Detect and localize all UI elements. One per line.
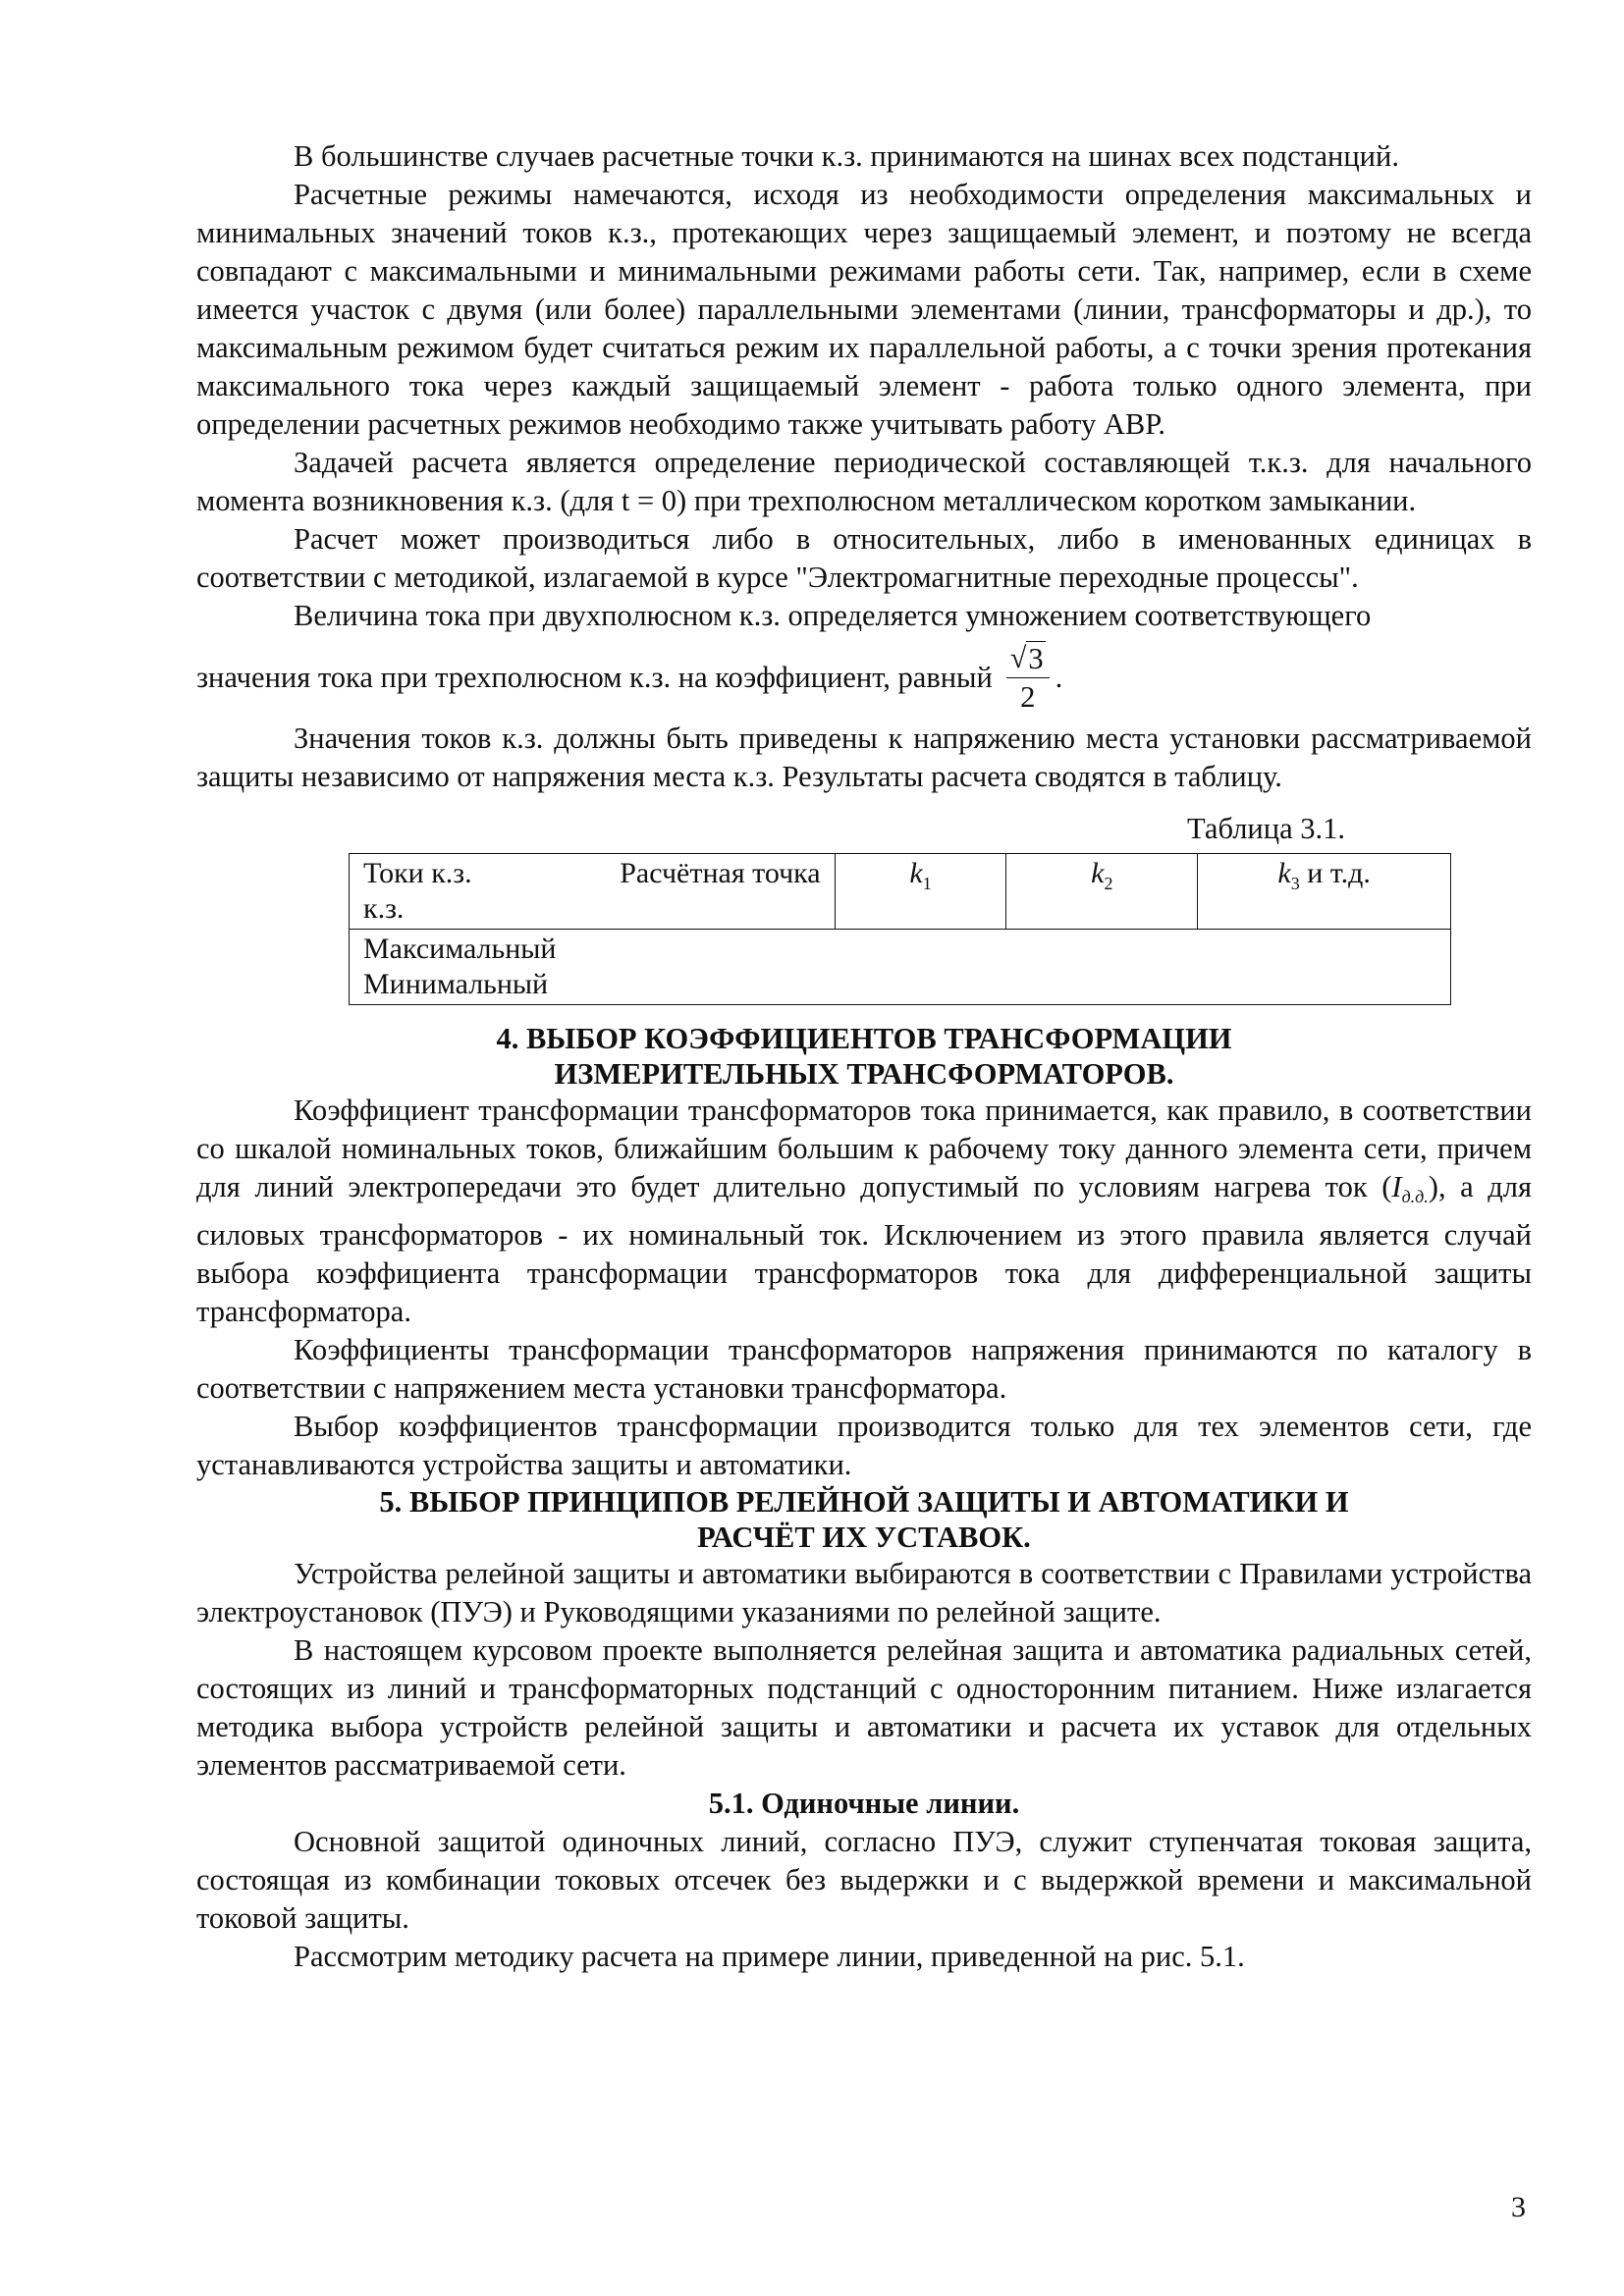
paragraph: Коэффициент трансформации трансформаторов тока принимается, как правило, в соответствии со шкалой номинальных токов, ближайшим большим к рабочему току данного элемента сети, причем для линий электропередачи это будет длительно допустимый по условиям нагрева ток $(I_{д.д.})$, а для силовых трансформаторов - их номинальный ток. Исключением из этого правила является случай выбора коэффициента трансформации трансформаторов тока для дифференциальной защиты трансформатора. [196, 1094, 1532, 1328]
section-5-title: 5. ВЫБОР ПРИНЦИПОВ РЕЛЕЙНОЙ ЗАЩИТЫ И АВТОМАТИКИ И РАСЧЁТ ИХ УСТАВОК. [379, 1485, 1349, 1554]
period: . [1055, 660, 1063, 694]
paragraph: Устройства релейной защиты и автоматики выбираются в соответствии с Правилами устройства электроустановок (ПУЭ) и Руководящими указаниями по релейной защите. [196, 1557, 1532, 1629]
fraction-sqrt3-over-2 [1006, 641, 1050, 714]
row-label-min: Минимальный [363, 968, 549, 1000]
fraction-denominator: 2 [1020, 680, 1036, 714]
paragraph: Основной защитой одиночных линий, согласно ПУЭ, служит ступенчатая токовая защита, состоящая из комбинации токовых отсечек без выдержки и с выдержкой времени и максимальной токовой защиты. [196, 1825, 1532, 1935]
document-page [196, 137, 1532, 1976]
paragraph: Значения токов к.з. должны быть приведены к напряжению места установки рассматриваемой защиты независимо от напряжения места к.з. Результаты расчета сводятся в таблицу. [196, 721, 1532, 793]
formula-line [196, 635, 1532, 720]
paragraph: В большинстве случаев расчетные точки к.з. принимаются на шинах всех подстанций. [294, 139, 1399, 173]
page-number: 3 [1511, 2191, 1526, 2223]
paragraph: Величина тока при двухполюсном к.з. определяется умножением соответствующего [294, 599, 1372, 632]
table-caption: Таблица 3.1. [1187, 812, 1345, 845]
paragraph: Рассмотрим методику расчета на примере линии, приведенной на рис. 5.1. [294, 1940, 1245, 1973]
results-table [349, 853, 1451, 1005]
paragraph: В настоящем курсовом проекте выполняется релейная защита и автоматика радиальных сетей, состоящих из линий и трансформаторных подстанций с односторонним питанием. Ниже излагается методика выбора устройств релейной защиты и автоматики и расчета их уставок для отдельных элементов рассматриваемой сети. [196, 1633, 1532, 1782]
section-4-title: 4. ВЫБОР КОЭФФИЦИЕНТОВ ТРАНСФОРМАЦИИ ИЗМЕРИТЕЛЬНЫХ ТРАНСФОРМАТОРОВ. [496, 1022, 1232, 1091]
paragraph: Коэффициенты трансформации трансформаторов напряжения принимаются по каталогу в соответствии с напряжением места установки трансформатора. [196, 1333, 1532, 1405]
paragraph: Задачей расчета является определение периодической составляющей т.к.з. для начального момента возникновения к.з. (для t = 0) при трехполюсном металлическом коротком замыкании. [196, 446, 1532, 517]
table-header-row [350, 854, 1451, 930]
table-cell [350, 930, 1451, 1005]
paragraph: Расчет может производиться либо в относительных, либо в именованных единицах в соответствии с методикой, излагаемой в курсе "Электромагнитные переходные процессы". [196, 522, 1532, 594]
table-header-k3: $k_3$ и т.д. [1198, 854, 1451, 930]
subsection-title: 5.1. Одиночные линии. [708, 1787, 1020, 1820]
table-header-cell: Токи к.з. Расчётная точка к.з. [350, 854, 836, 930]
row-label-max: Максимальный [363, 933, 557, 965]
paragraph: Выбор коэффициентов трансформации производится только для тех элементов сети, где устанавливаются устройства защиты и автоматики. [196, 1410, 1532, 1481]
sqrt-symbol: √ 3 [1009, 642, 1044, 675]
fraction-numerator [1006, 641, 1050, 678]
paragraph-continuation: значения тока при трехполюсном к.з. на коэффициент, равный [196, 660, 993, 694]
table-header-k2: $k_2$ [1006, 854, 1198, 930]
table-row [350, 930, 1451, 1005]
paragraph: Расчетные режимы намечаются, исходя из необходимости определения максимальных и минимальных значений токов к.з., протекающих через защищаемый элемент, и поэтому не всегда совпадают с максимальными и минимальными режимами работы сети. Так, например, если в схеме имеется участок с двумя (или более) параллельными элементами (линии, трансформаторы и др.), то максимальным режимом будет считаться режим их параллельной работы, а с точки зрения протекания максимального тока через каждый защищаемый элемент - работа только одного элемента, при определении расчетных режимов необходимо также учитывать работу АВР. [196, 178, 1532, 441]
table-header-k1: $k_1$ [835, 854, 1006, 930]
